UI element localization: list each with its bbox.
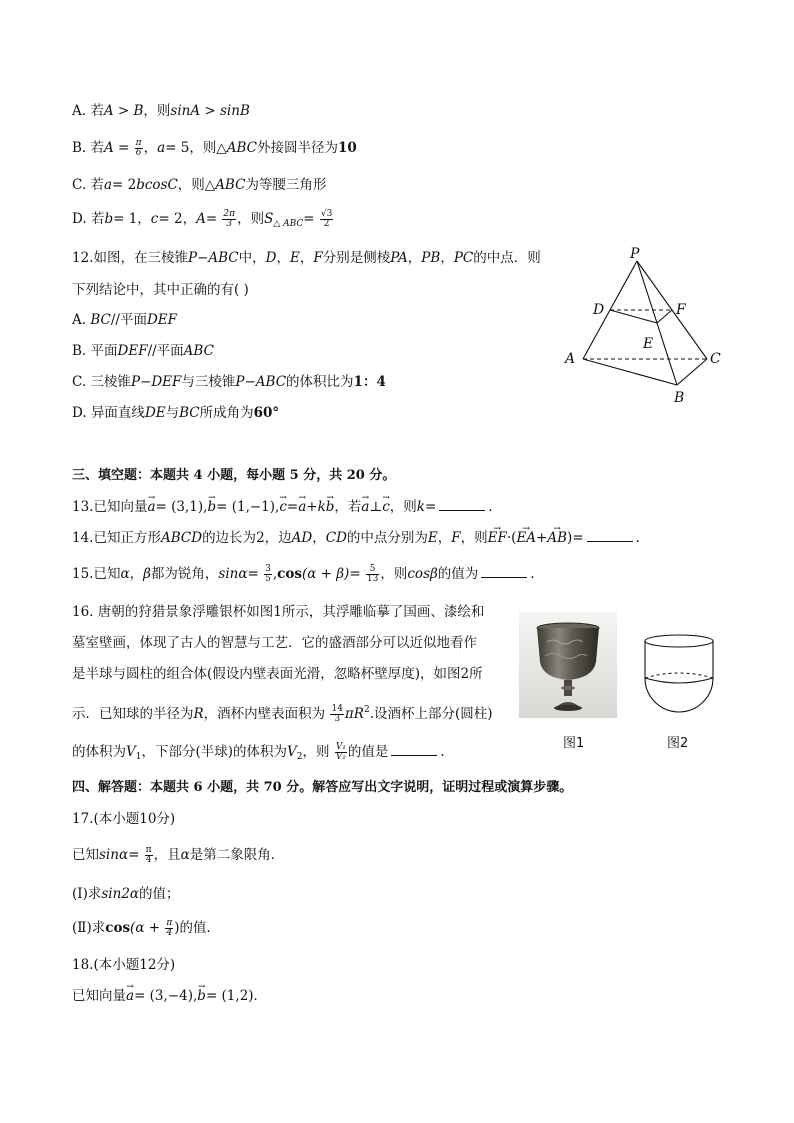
q17-part-1: (Ⅰ)求sin2α的值； bbox=[72, 886, 180, 902]
answer-blank[interactable] bbox=[391, 743, 437, 756]
figure-2-caption: 图2 bbox=[667, 736, 689, 751]
q18-stem: 已知向量→ a= (3,−4),→ b= (1,2)． bbox=[72, 986, 267, 1006]
fraction: $\frac{√3}{2}$ bbox=[320, 209, 333, 229]
fraction: $\frac{14}{3}$ bbox=[331, 704, 343, 724]
fraction: $\frac{\pi}{6}$ bbox=[135, 138, 142, 158]
edge-bc bbox=[677, 359, 707, 385]
q14: 14.已知正方形ABCD的边长为2，边AD，CD的中点分别为E，F，则→ EF·(→ EA+→ AB)= . bbox=[72, 528, 640, 548]
q16-line4: 示．已知球的半径为R，酒杯内壁表面积为 $\frac{14}{3}$ $\pi R^2$.设酒杯上部分(圆柱) bbox=[72, 704, 493, 724]
q11-option-c: C. 若a= 2bcosC，则△ABC为等腰三角形 bbox=[72, 177, 327, 193]
q12-stem-line2: 下列结论中，其中正确的有( ) bbox=[72, 282, 249, 298]
fraction: $\frac{\pi}{4}$ bbox=[166, 918, 173, 938]
q12-option-c: C. 三棱锥P−DEF与三棱锥P−ABC的体积比为1：4 bbox=[72, 374, 386, 390]
cylinder-base-front bbox=[645, 678, 713, 683]
q13: 13.已知向量→ a= (3,1),→ b= (1,−1),→ c=→ a+k→ b，若→ a⊥→ c，则k= . bbox=[72, 497, 493, 517]
vertex-e-label: E bbox=[643, 336, 654, 352]
fraction: $\frac{\pi}{4}$ bbox=[145, 845, 152, 865]
q12-stem-line1: 12.如图，在三棱锥P−ABC中，D，E，F分别是侧棱PA，PB，PC的中点．则 bbox=[72, 250, 541, 266]
q16-line1: 16. 唐朝的狩猎景象浮雕银杯如图1所示，其浮雕临摹了国画、漆绘和 bbox=[72, 604, 485, 620]
q12-option-a: A. BC//平面DEF bbox=[72, 312, 178, 328]
fraction: $\frac{2\pi}{3}$ bbox=[223, 209, 236, 229]
fraction: $\frac{3}{5}$ bbox=[265, 564, 271, 584]
q16-line3: 是半球与圆柱的组合体(假设内壁表面光滑，忽略杯壁厚度)，如图2所 bbox=[72, 666, 483, 682]
q16-line5: 的体积为$V_1$，下部分(半球)的体积为$V_2$，则 $\frac{\text{V₁}}{\text{V₂}}$ 的值是 . bbox=[72, 742, 445, 762]
q17-stem: 已知sinα= $\frac{\pi}{4}$ ，且α是第二象限角． bbox=[72, 845, 285, 865]
fraction: $\frac{5}{13}$ bbox=[366, 564, 379, 584]
q17-part-2: (Ⅱ)求cos(α + $\frac{\pi}{4}$ )的值． bbox=[72, 918, 221, 938]
cylinder-base-back bbox=[645, 673, 713, 678]
pyramid-figure bbox=[560, 245, 730, 410]
vertex-f-label: F bbox=[676, 302, 686, 318]
figure-1-caption: 图1 bbox=[563, 736, 585, 751]
q11-option-b: B. 若A = $\frac{\pi}{6}$ ，a= 5，则△ABC外接圆半径为10 bbox=[72, 138, 357, 158]
q12-option-b: B. 平面DEF//平面ABC bbox=[72, 343, 214, 359]
answer-blank[interactable] bbox=[439, 498, 485, 511]
edge-ef bbox=[657, 310, 672, 323]
edge-ab bbox=[583, 359, 677, 385]
q18-heading: 18.(本小题12分) bbox=[72, 957, 176, 973]
vertex-a-label: A bbox=[565, 351, 576, 367]
q16-line2: 墓室壁画，体现了古人的智慧与工艺．它的盛酒部分可以近似地看作 bbox=[72, 635, 477, 651]
answer-blank[interactable] bbox=[587, 529, 633, 542]
answer-blank[interactable] bbox=[481, 565, 527, 578]
q12-option-d: D. 异面直线DE与BC所成角为60° bbox=[72, 405, 280, 421]
cup-rim bbox=[645, 635, 713, 647]
vertex-b-label: B bbox=[674, 390, 685, 406]
q17-heading: 17.(本小题10分) bbox=[72, 811, 176, 827]
edge-de bbox=[610, 310, 657, 323]
vertex-p-label: P bbox=[630, 246, 640, 262]
q11-option-d: D. 若b= 1，c= 2，A= $\frac{2\pi}{3}$ ，则$S_{\triangle ABC}=$ $\frac{√3}{2}$ bbox=[72, 209, 333, 229]
vertex-c-label: C bbox=[710, 351, 721, 367]
section-4-heading: 四、解答题：本题共 6 小题，共 70 分。解答应写出文字说明，证明过程或演算步骤。 bbox=[72, 780, 573, 795]
cup-diagram bbox=[638, 628, 720, 720]
q11-option-a: A. 若A > B，则sinA > sinB bbox=[72, 103, 250, 119]
fraction: $\frac{\text{V₁}}{\text{V₂}}$ bbox=[335, 742, 346, 762]
silver-cup-photo bbox=[519, 612, 617, 718]
q15: 15.已知α，β都为锐角，sinα= $\frac{3}{5}$ ,cos(α + β)= $\frac{5}{13}$ ，则cosβ的值为 . bbox=[72, 564, 535, 584]
section-3-heading: 三、填空题：本题共 4 小题，每小题 5 分，共 20 分。 bbox=[72, 468, 396, 483]
vertex-d-label: D bbox=[593, 302, 605, 318]
